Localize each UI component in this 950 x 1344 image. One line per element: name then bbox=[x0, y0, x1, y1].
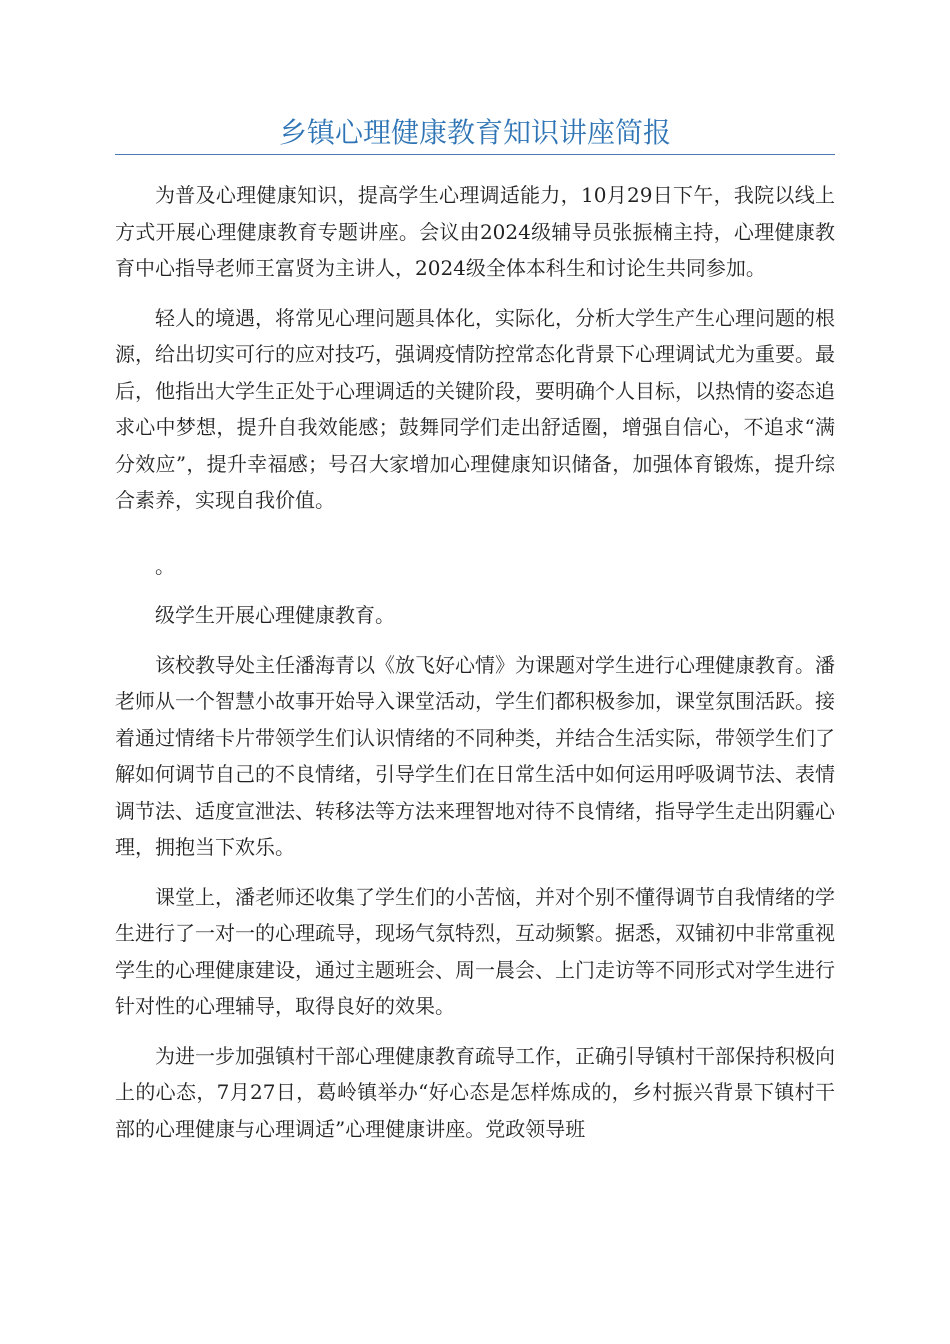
document-title: 乡镇心理健康教育知识讲座简报 bbox=[278, 116, 671, 149]
paragraph-5: 该校教导处主任潘海青以《放飞好心情》为课题对学生进行心理健康教育。潘老师从一个智慧小故事开始导入课堂活动，学生们都积极参加，课堂氛围活跃。接着通过情绪卡片带领学生们认识情绪的不同种类，并结合生活实际，带领学生们了解如何调节自己的不良情绪，引导学生们在日常生活中如何运用呼吸调节法、表情调节法、适度宣泄法、转移法等方法来理智地对待不良情绪，指导学生走出阴霾心理，拥抱当下欢乐。 bbox=[115, 652, 835, 859]
paragraph-6: 课堂上，潘老师还收集了学生们的小苦恼，并对个别不懂得调节自我情绪的学生进行了一对一的心理疏导，现场气氛特烈，互动频繁。据悉，双铺初中非常重视学生的心理健康建设，通过主题班会、周一晨会、上门走访等不同形式对学生进行针对性的心理辅导，取得良好的效果。 bbox=[115, 884, 835, 1018]
paragraph-3: 。 bbox=[155, 553, 175, 578]
document-body bbox=[115, 177, 835, 1147]
paragraph-7: 为进一步加强镇村干部心理健康教育疏导工作，正确引导镇村干部保持积极向上的心态，7月27日，葛岭镇举办“好心态是怎样炼成的，乡村振兴背景下镇村干部的心理健康与心理调适”心理健康讲座。党政领导班 bbox=[115, 1043, 835, 1141]
paragraph-1: 为普及心理健康知识，提高学生心理调适能力，10月29日下午，我院以线上方式开展心理健康教育专题讲座。会议由2024级辅导员张振楠主持，心理健康教育中心指导老师王富贤为主讲人，2024级全体本科生和讨论生共同参加。 bbox=[115, 183, 835, 280]
paragraph-2: 轻人的境遇，将常见心理问题具体化，实际化，分析大学生产生心理问题的根源，给出切实可行的应对技巧，强调疫情防控常态化背景下心理调试尤为重要。最后，他指出大学生正处于心理调适的关键阶段，要明确个人目标，以热情的姿态追求心中梦想，提升自我效能感；鼓舞同学们走出舒适圈，增强自信心，不追求“满分效应”，提升幸福感；号召大家增加心理健康知识储备，加强体育锻炼，提升综合素养，实现自我价值。 bbox=[115, 305, 835, 512]
title-underline bbox=[115, 154, 835, 155]
paragraph-4: 级学生开展心理健康教育。 bbox=[155, 603, 395, 627]
document-page bbox=[115, 0, 835, 1147]
